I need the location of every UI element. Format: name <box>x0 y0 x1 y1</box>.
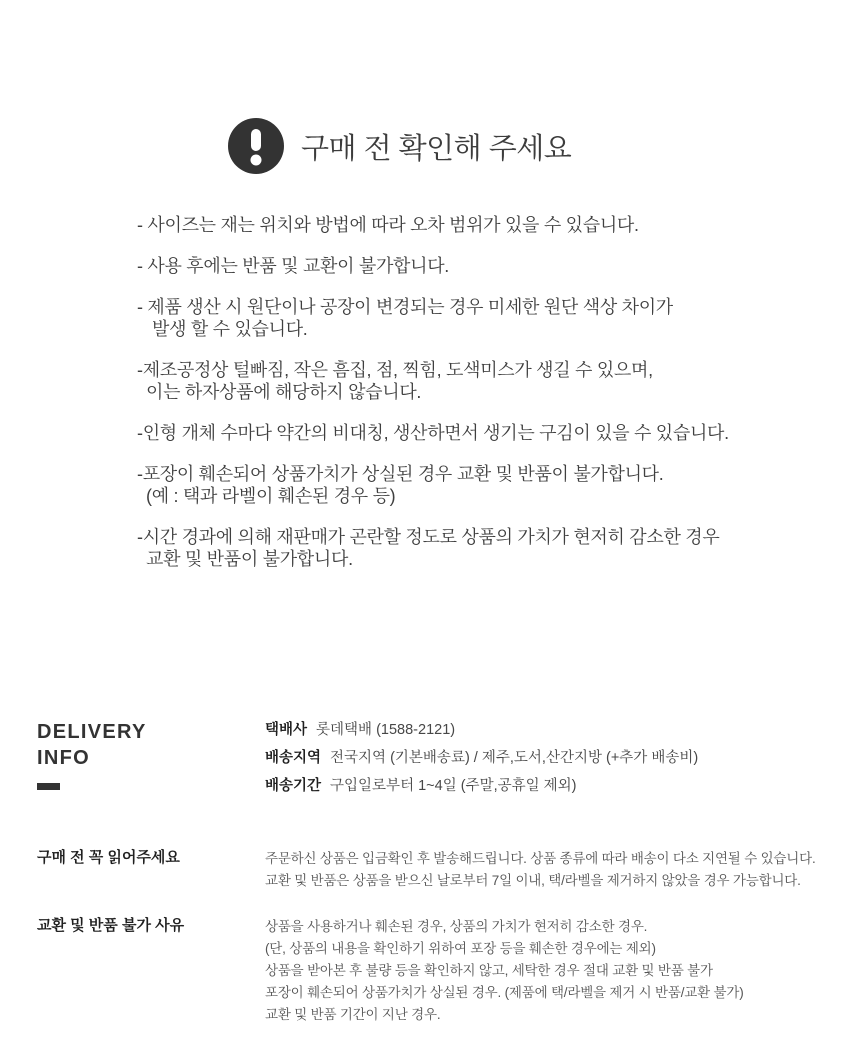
notice-line: (예 : 택과 라벨이 훼손된 경우 등) <box>146 486 396 506</box>
body-line: (단, 상품의 내용을 확인하기 위하여 포장 등을 훼손한 경우에는 제외) <box>265 941 656 956</box>
purchase-notice-list <box>137 214 807 589</box>
delivery-rows <box>265 719 698 804</box>
notice-line: -제조공정상 털빠짐, 작은 흠집, 점, 찍힘, 도색미스가 생길 수 있으며, <box>137 360 653 380</box>
notice-item <box>137 214 807 236</box>
delivery-row-value: 롯데택배 (1588-2121) <box>316 722 456 738</box>
delivery-row-value: 전국지역 (기본배송료) / 제주,도서,산간지방 (+추가 배송비) <box>330 750 699 766</box>
body-line: 상품을 사용하거나 훼손된 경우, 상품의 가치가 현저히 감소한 경우. <box>265 919 648 934</box>
delivery-heading-line1: DELIVERY <box>37 721 147 743</box>
section-title: 교환 및 반품 불가 사유 <box>37 917 185 934</box>
delivery-row-label: 택배사 <box>265 722 308 738</box>
body-line: 주문하신 상품은 입금확인 후 발송해드립니다. 상품 종류에 따라 배송이 다소 지연될 수 있습니다. <box>265 851 816 866</box>
notice-item <box>137 526 807 570</box>
section-body <box>265 916 825 1026</box>
notice-line: -시간 경과에 의해 재판매가 곤란할 정도로 상품의 가치가 현저히 감소한 경우 <box>137 527 720 547</box>
section-body <box>265 848 825 892</box>
notice-item <box>137 359 807 403</box>
notice-item <box>137 463 807 507</box>
heading-dash <box>37 783 60 790</box>
delivery-info-heading <box>37 719 265 804</box>
notice-line: 이는 하자상품에 해당하지 않습니다. <box>146 382 422 402</box>
delivery-row-label: 배송지역 <box>265 750 322 766</box>
exchange-return-restrictions-section <box>37 916 825 1026</box>
notice-line: - 사용 후에는 반품 및 교환이 불가합니다. <box>137 256 450 276</box>
delivery-info-section <box>37 719 698 804</box>
body-line: 포장이 훼손되어 상품가치가 상실된 경우. (제품에 택/라벨을 제거 시 반품/교환 불가) <box>265 985 744 1000</box>
delivery-row-region <box>265 748 698 768</box>
exclamation-circle-icon <box>228 118 284 174</box>
notice-line: - 제품 생산 시 원단이나 공장이 변경되는 경우 미세한 원단 색상 차이가 <box>137 297 673 317</box>
notice-line: - 사이즈는 재는 위치와 방법에 따라 오차 범위가 있을 수 있습니다. <box>137 215 639 235</box>
delivery-row-courier <box>265 720 698 740</box>
notice-line: -포장이 훼손되어 상품가치가 상실된 경우 교환 및 반품이 불가합니다. <box>137 464 664 484</box>
notice-item <box>137 422 807 444</box>
notice-line: 교환 및 반품이 불가합니다. <box>146 549 353 569</box>
notice-item <box>137 255 807 277</box>
body-line: 교환 및 반품 기간이 지난 경우. <box>265 1007 441 1022</box>
delivery-row-value: 구입일로부터 1~4일 (주말,공휴일 제외) <box>330 778 577 794</box>
read-before-purchase-section <box>37 848 825 892</box>
section-title: 구매 전 꼭 읽어주세요 <box>37 849 180 866</box>
purchase-notice-header <box>228 118 571 174</box>
delivery-row-label: 배송기간 <box>265 778 322 794</box>
notice-item <box>137 296 807 340</box>
notice-line: -인형 개체 수마다 약간의 비대칭, 생산하면서 생기는 구김이 있을 수 있습니다. <box>137 423 729 443</box>
delivery-heading-line2: INFO <box>37 747 90 769</box>
body-line: 상품을 받아본 후 불량 등을 확인하지 않고, 세탁한 경우 절대 교환 및 반품 불가 <box>265 963 713 978</box>
notice-line: 발생 할 수 있습니다. <box>152 319 308 339</box>
delivery-row-period <box>265 776 698 796</box>
body-line: 교환 및 반품은 상품을 받으신 날로부터 7일 이내, 택/라벨을 제거하지 않았을 경우 가능합니다. <box>265 873 801 888</box>
page-title: 구매 전 확인해 주세요 <box>301 132 572 165</box>
